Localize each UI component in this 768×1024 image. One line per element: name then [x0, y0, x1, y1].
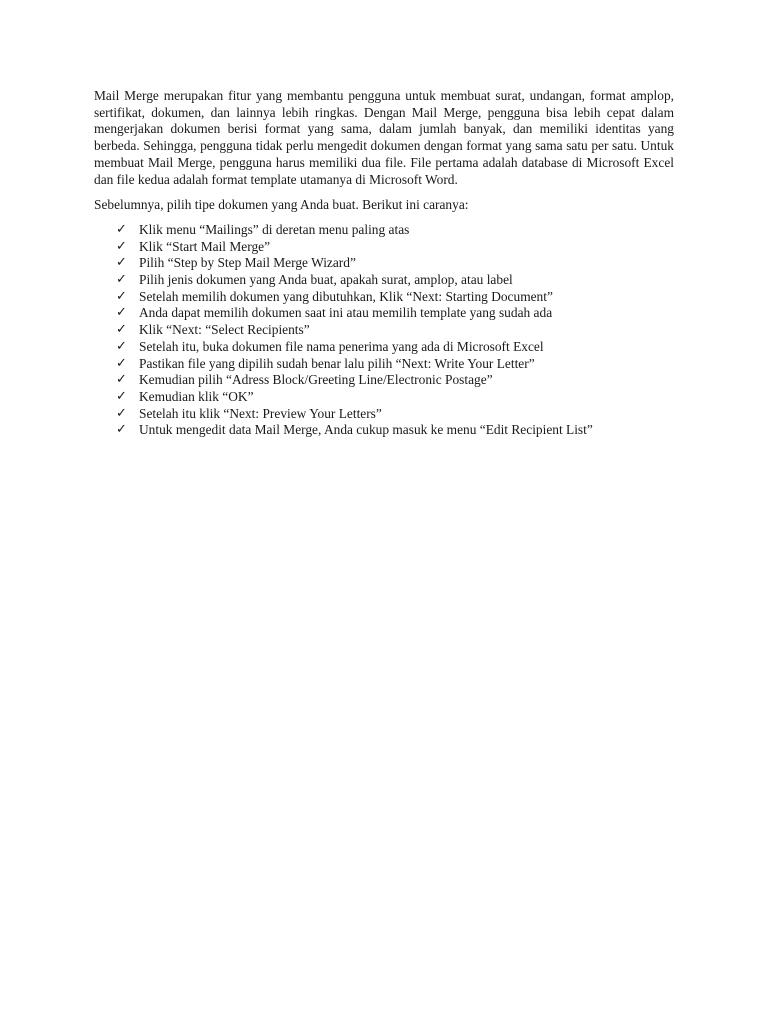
- document-body: [94, 88, 674, 439]
- step-item: [116, 372, 674, 389]
- step-item: [116, 406, 674, 423]
- step-text: Klik “Next: “Select Recipients”: [139, 322, 310, 338]
- checkmark-icon: ✓: [116, 288, 127, 304]
- checkmark-icon: ✓: [116, 388, 127, 404]
- step-item: [116, 239, 674, 256]
- checkmark-icon: ✓: [116, 422, 127, 438]
- checkmark-icon: ✓: [116, 272, 127, 288]
- checkmark-icon: ✓: [116, 405, 127, 421]
- checkmark-icon: ✓: [116, 238, 127, 254]
- checkmark-icon: ✓: [116, 372, 127, 388]
- step-text: Pilih jenis dokumen yang Anda buat, apakah surat, amplop, atau label: [139, 272, 513, 288]
- checkmark-icon: ✓: [116, 221, 127, 237]
- step-item: [116, 305, 674, 322]
- checkmark-icon: ✓: [116, 355, 127, 371]
- steps-list: [94, 222, 674, 439]
- checkmark-icon: ✓: [116, 338, 127, 354]
- step-item: [116, 339, 674, 356]
- step-text: Kemudian klik “OK”: [139, 388, 254, 404]
- step-item: [116, 289, 674, 306]
- step-text: Klik menu “Mailings” di deretan menu paling atas: [139, 221, 410, 237]
- checkmark-icon: ✓: [116, 322, 127, 338]
- step-text: Pilih “Step by Step Mail Merge Wizard”: [139, 255, 356, 271]
- step-text: Pastikan file yang dipilih sudah benar lalu pilih “Next: Write Your Letter”: [139, 355, 535, 371]
- steps-intro: Sebelumnya, pilih tipe dokumen yang Anda buat. Berikut ini caranya:: [94, 197, 469, 213]
- step-text: Setelah itu klik “Next: Preview Your Letters”: [139, 405, 382, 421]
- step-text: Setelah itu, buka dokumen file nama penerima yang ada di Microsoft Excel: [139, 338, 544, 354]
- step-item: [116, 255, 674, 272]
- step-item: [116, 222, 674, 239]
- step-item: [116, 322, 674, 339]
- step-item: [116, 389, 674, 406]
- step-text: Anda dapat memilih dokumen saat ini atau memilih template yang sudah ada: [139, 305, 553, 321]
- step-text: Klik “Start Mail Merge”: [139, 238, 271, 254]
- step-text: Untuk mengedit data Mail Merge, Anda cukup masuk ke menu “Edit Recipient List”: [139, 422, 593, 438]
- step-item: [116, 356, 674, 373]
- step-text: Kemudian pilih “Adress Block/Greeting Line/Electronic Postage”: [139, 372, 493, 388]
- intro-paragraph: Mail Merge merupakan fitur yang membantu pengguna untuk membuat surat, undangan, format amplop, sertifikat, dokumen, dan lainnya lebih ringkas. Dengan Mail Merge, pengguna bisa lebih cepat dalam mengerjakan dokumen berisi format yang sama, dalam jumlah banyak, dan memiliki identitas yang berbeda. Sehingga, pengguna tidak perlu mengedit dokumen dengan format yang sama satu per satu. Untuk membuat Mail Merge, pengguna harus memiliki dua file. File pertama adalah database di Microsoft Excel dan file kedua adalah format template utamanya di Microsoft Word.: [94, 88, 674, 187]
- checkmark-icon: ✓: [116, 305, 127, 321]
- step-item: [116, 422, 674, 439]
- step-item: [116, 272, 674, 289]
- checkmark-icon: ✓: [116, 255, 127, 271]
- step-text: Setelah memilih dokumen yang dibutuhkan, Klik “Next: Starting Document”: [139, 288, 553, 304]
